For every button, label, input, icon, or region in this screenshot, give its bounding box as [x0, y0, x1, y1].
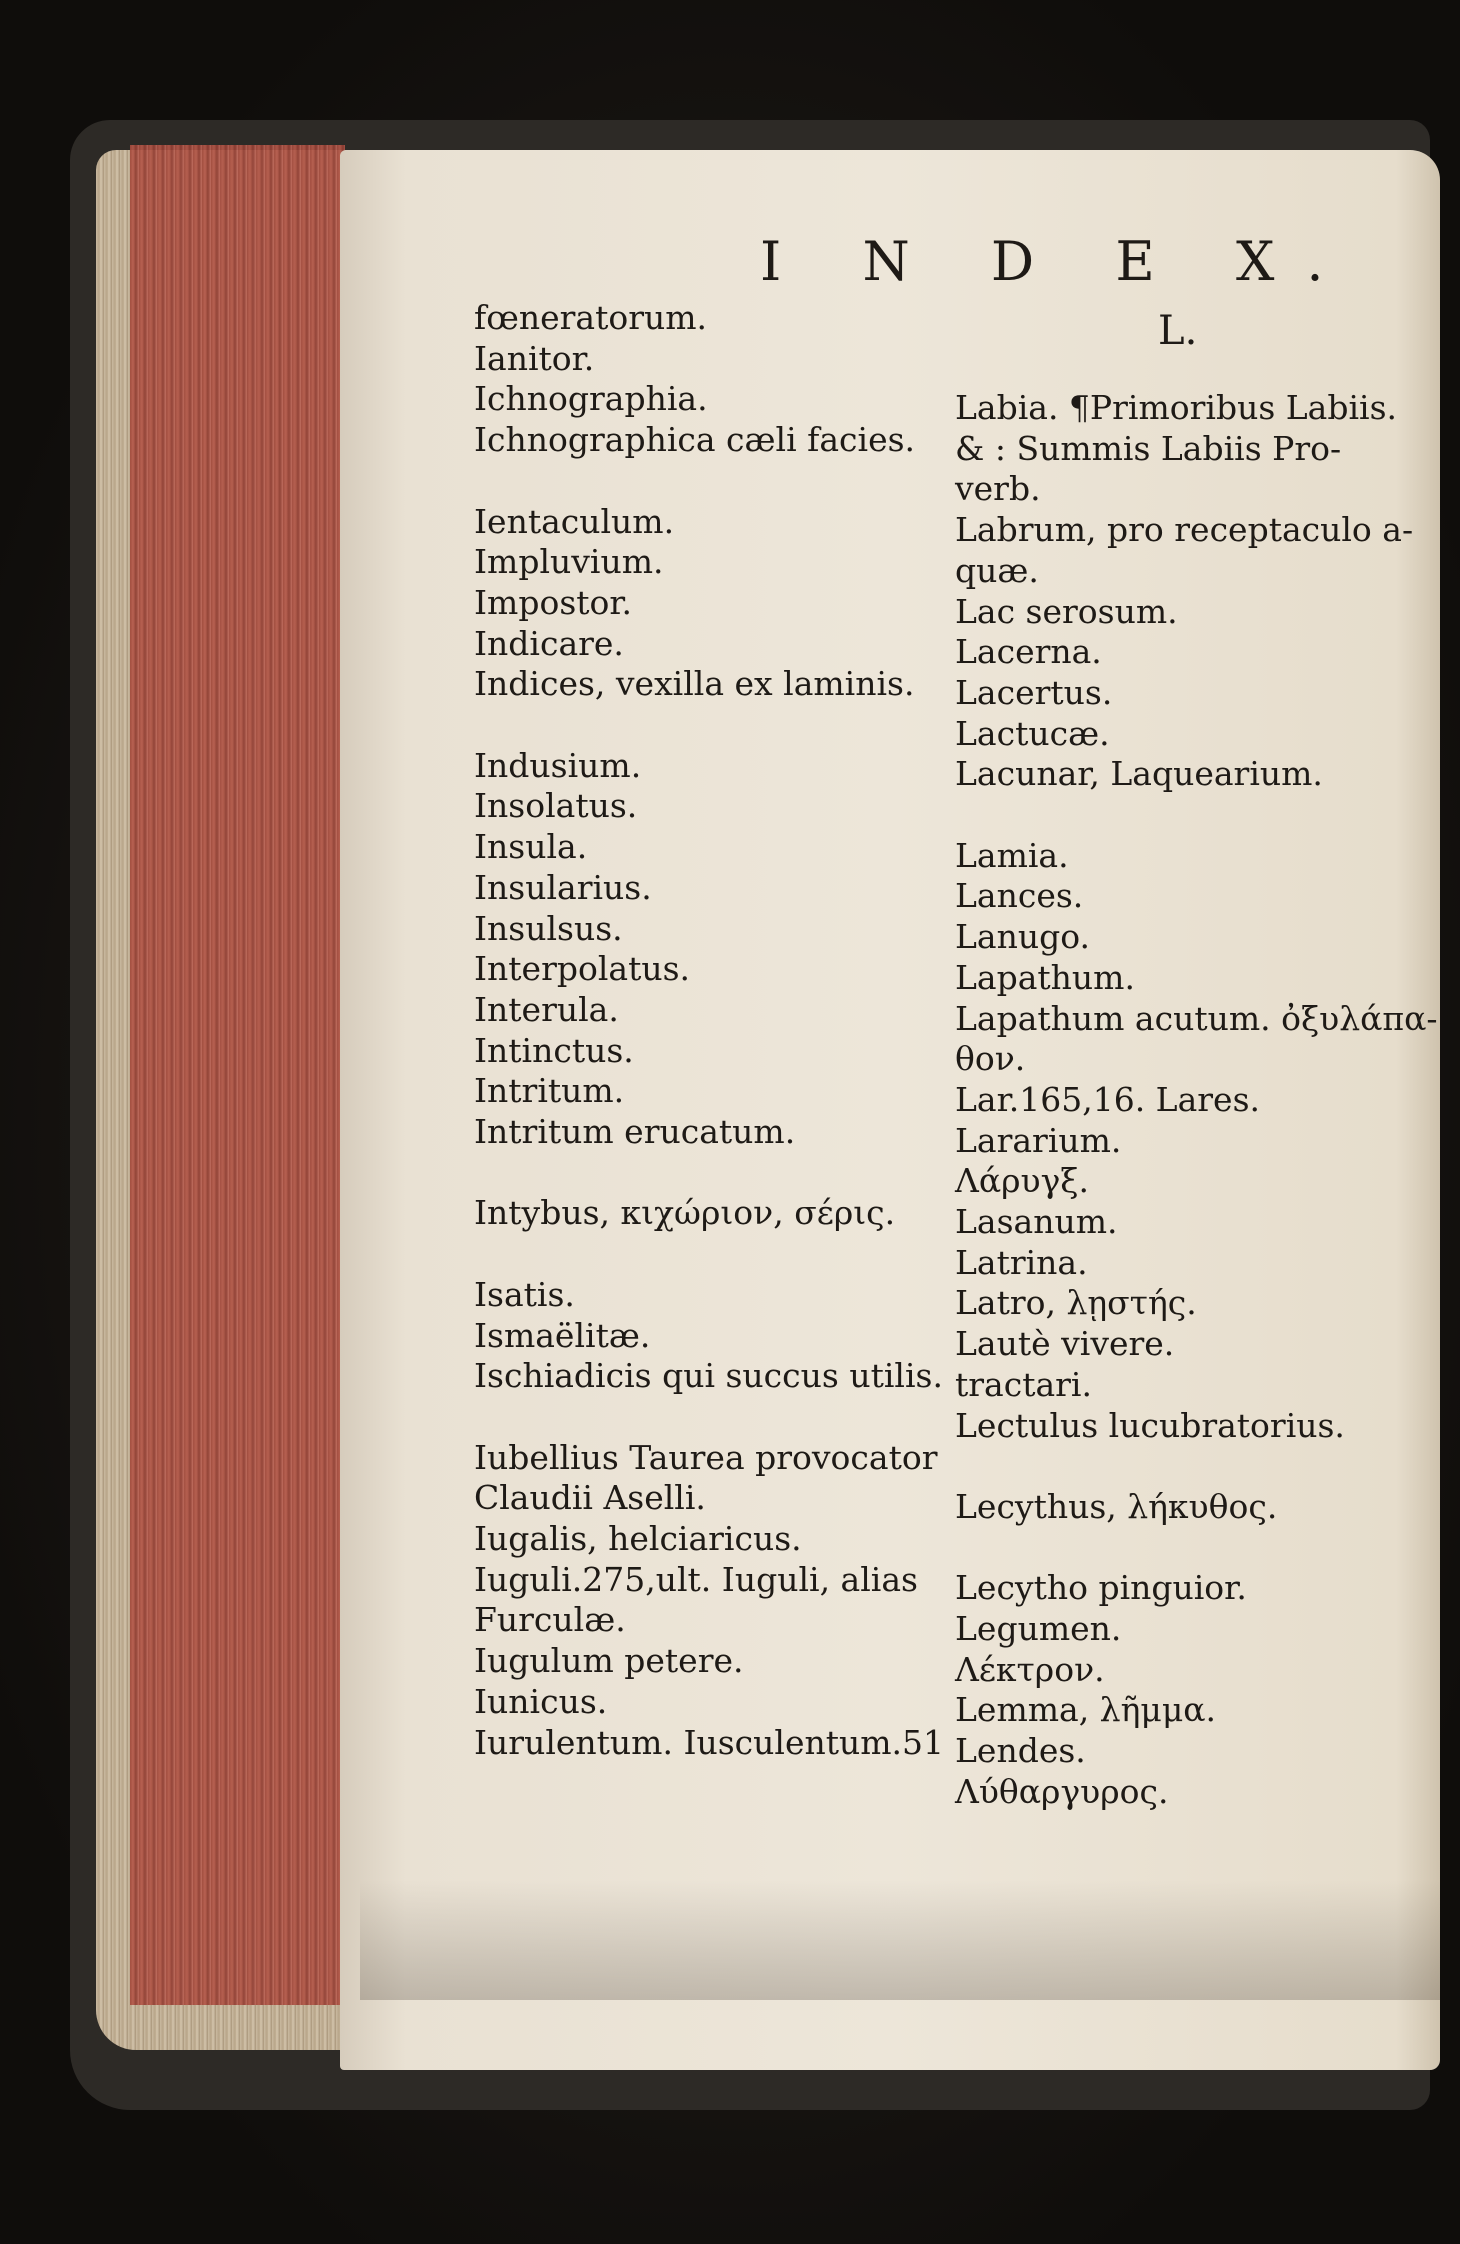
- index-entry-term: Latro, λῃστής.: [955, 1283, 1197, 1323]
- index-entry-term: quæ.: [955, 550, 1039, 590]
- index-entry-term: Lactucæ.: [955, 713, 1110, 753]
- index-entry-term: Intritum.: [474, 1071, 625, 1111]
- index-entry-term: Iubellius Taurea provocator: [474, 1437, 938, 1477]
- index-entry-term: Insolatus.: [474, 786, 638, 826]
- index-entry-term: Labia. ¶Primoribus Labiis.: [955, 388, 1397, 427]
- index-entry-term: Lac serosum.: [955, 591, 1178, 631]
- index-entry-term: Iurulentum. Iusculentum.51: [474, 1722, 945, 1762]
- index-entry-term: Indusium.: [474, 745, 642, 785]
- index-entry-term: Intybus, κιχώριον, σέρις.: [474, 1193, 896, 1233]
- index-entry-term: Lectulus lucubratorius.: [955, 1405, 1345, 1445]
- index-entry-term: Lacunar, Laquearium.: [955, 754, 1323, 794]
- index-entry-term: Insulsus.: [474, 908, 623, 948]
- index-entry-term: Ichnographia.: [474, 379, 708, 419]
- index-entry-term: tractari.: [955, 1364, 1092, 1404]
- index-entry-term: Impluvium.: [474, 542, 664, 582]
- index-entry-term: θον.: [955, 1039, 1026, 1079]
- index-entry-term: fœneratorum.: [474, 298, 708, 337]
- index-entry-term: Lapathum.: [955, 957, 1135, 997]
- index-entry-term: Indicare.: [474, 623, 624, 663]
- index-entry-term: Iugalis, helciaricus.: [474, 1519, 802, 1558]
- index-entry-term: Lendes.: [955, 1731, 1086, 1771]
- index-entry-term: Lapathum acutum. ὀξυλάπα-: [955, 998, 1438, 1038]
- index-entry-term: Lamia.: [955, 835, 1069, 875]
- index-entry-term: Isatis.: [474, 1274, 575, 1314]
- index-entry-term: Lautè vivere.: [955, 1324, 1175, 1364]
- index-entry-term: Interpolatus.: [474, 949, 691, 989]
- index-entry-term: Iugulum petere.: [474, 1641, 744, 1681]
- index-entry-term: Lararium.: [955, 1120, 1122, 1160]
- index-entry-term: Intinctus.: [474, 1030, 634, 1070]
- section-heading-L: L.: [1158, 308, 1198, 354]
- index-entry-term: Lacertus.: [955, 672, 1113, 712]
- index-entry-term: Lecythus, λήκυθος.: [955, 1486, 1278, 1526]
- index-entry-term: Ismaëlitæ.: [474, 1315, 651, 1355]
- index-entry-term: Impostor.: [474, 582, 633, 622]
- index-entry-term: Λέκτρον.: [955, 1649, 1105, 1689]
- index-entry-term: Furculæ.: [474, 1600, 626, 1640]
- index-entry-term: Iunicus.: [474, 1681, 608, 1721]
- index-entry-term: Λάρυγξ.: [955, 1161, 1089, 1201]
- index-entry-term: Intritum erucatum.: [474, 1112, 796, 1151]
- index-entry-term: Lances.: [955, 876, 1084, 916]
- index-entry-term: Lecytho pinguior.: [955, 1568, 1247, 1608]
- index-entry-term: Indices, vexilla ex laminis.: [474, 664, 915, 704]
- index-entry-term: Interula.: [474, 989, 619, 1029]
- index-entry-term: & : Summis Labiis Pro-: [955, 428, 1342, 468]
- index-entry-term: Ientaculum.: [474, 501, 675, 541]
- index-entry-term: Claudii Aselli.: [474, 1478, 706, 1518]
- index-entry-term: Lanugo.: [955, 917, 1090, 957]
- index-entry-term: Legumen.: [955, 1609, 1122, 1648]
- index-entry-term: Insularius.: [474, 867, 652, 907]
- page-shadow: [360, 1880, 1440, 2000]
- index-entry-term: Insula.: [474, 827, 588, 867]
- index-entry-term: Ianitor.: [474, 338, 595, 378]
- index-entry-term: verb.: [955, 469, 1041, 509]
- red-page-edge: [130, 145, 345, 2005]
- index-entry-term: Labrum, pro receptaculo a-: [955, 510, 1414, 550]
- index-entry-term: Lasanum.: [955, 1202, 1118, 1241]
- index-entry-term: Lar.165,16. Lares.: [955, 1079, 1260, 1119]
- index-entry-term: Ischiadicis qui succus utilis.: [474, 1356, 943, 1396]
- index-entry-term: Λύθαργυρος.: [955, 1771, 1169, 1811]
- page-title: I N D E X.: [760, 230, 1356, 293]
- index-entry-term: Lemma, λῆμμα.: [955, 1690, 1217, 1730]
- index-entry-term: Iuguli.275,ult. Iuguli, alias: [474, 1559, 918, 1599]
- index-entry-term: Ichnographica cæli facies.: [474, 420, 916, 460]
- index-entry-term: Lacerna.: [955, 632, 1102, 672]
- index-entry-term: Latrina.: [955, 1242, 1088, 1282]
